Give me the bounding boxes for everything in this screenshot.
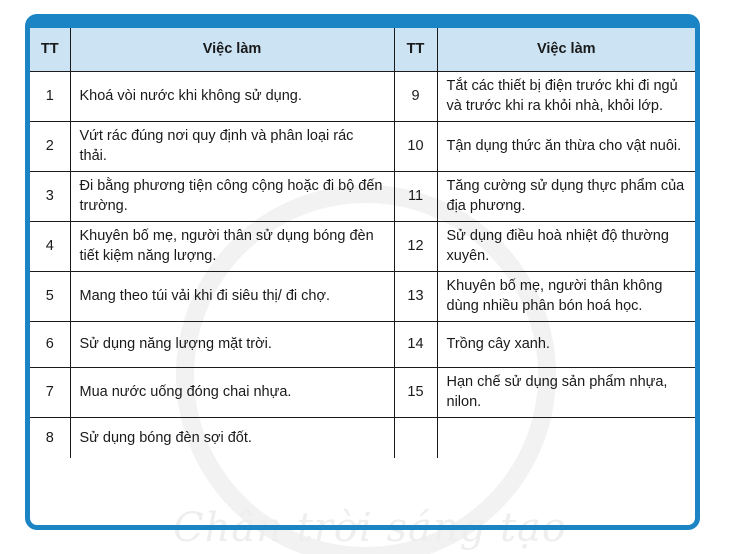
- row-task-left: Mua nước uống đóng chai nhựa.: [70, 367, 394, 417]
- row-number-right: [394, 417, 437, 458]
- row-task-right: Sử dụng điều hoà nhiệt độ thường xuyên.: [437, 221, 695, 271]
- row-number-right: 10: [394, 121, 437, 171]
- row-number-left: 2: [30, 121, 70, 171]
- header-task-left: Việc làm: [70, 28, 394, 71]
- table-frame: [25, 14, 700, 530]
- row-number-right: 11: [394, 171, 437, 221]
- row-task-left: Khuyên bố mẹ, người thân sử dụng bóng đèn tiết kiệm năng lượng.: [70, 221, 394, 271]
- table-row: [30, 221, 695, 271]
- row-task-left: Vứt rác đúng nơi quy định và phân loại rác thải.: [70, 121, 394, 171]
- row-number-right: 9: [394, 71, 437, 121]
- row-task-left: Khoá vòi nước khi không sử dụng.: [70, 71, 394, 121]
- activities-table: [30, 28, 695, 458]
- row-number-left: 5: [30, 271, 70, 321]
- table-row: [30, 171, 695, 221]
- row-number-left: 1: [30, 71, 70, 121]
- table-row: [30, 71, 695, 121]
- header-tt-right: TT: [394, 28, 437, 71]
- row-task-right: Khuyên bố mẹ, người thân không dùng nhiều phân bón hoá học.: [437, 271, 695, 321]
- row-number-left: 4: [30, 221, 70, 271]
- row-task-right: Hạn chế sử dụng sản phẩm nhựa, nilon.: [437, 367, 695, 417]
- row-task-left: Mang theo túi vải khi đi siêu thị/ đi chợ.: [70, 271, 394, 321]
- table-row: [30, 321, 695, 367]
- row-task-left: Sử dụng năng lượng mặt trời.: [70, 321, 394, 367]
- row-number-left: 7: [30, 367, 70, 417]
- row-task-left: Đi bằng phương tiện công cộng hoặc đi bộ đến trường.: [70, 171, 394, 221]
- table-row: [30, 417, 695, 458]
- table-row: [30, 367, 695, 417]
- row-number-left: 8: [30, 417, 70, 458]
- row-task-right: Trồng cây xanh.: [437, 321, 695, 367]
- row-task-left: Sử dụng bóng đèn sợi đốt.: [70, 417, 394, 458]
- row-number-right: 15: [394, 367, 437, 417]
- header-tt-left: TT: [30, 28, 70, 71]
- header-row: [30, 28, 695, 71]
- header-task-right: Việc làm: [437, 28, 695, 71]
- row-task-right: [437, 417, 695, 458]
- watermark-text: Chân trời sáng tạo: [173, 505, 567, 551]
- row-task-right: Tận dụng thức ăn thừa cho vật nuôi.: [437, 121, 695, 171]
- row-number-right: 14: [394, 321, 437, 367]
- row-task-right: Tăng cường sử dụng thực phẩm của địa phương.: [437, 171, 695, 221]
- table-row: [30, 121, 695, 171]
- row-number-right: 13: [394, 271, 437, 321]
- row-number-left: 6: [30, 321, 70, 367]
- table-row: [30, 271, 695, 321]
- row-number-left: 3: [30, 171, 70, 221]
- row-number-right: 12: [394, 221, 437, 271]
- row-task-right: Tắt các thiết bị điện trước khi đi ngủ và trước khi ra khỏi nhà, khỏi lớp.: [437, 71, 695, 121]
